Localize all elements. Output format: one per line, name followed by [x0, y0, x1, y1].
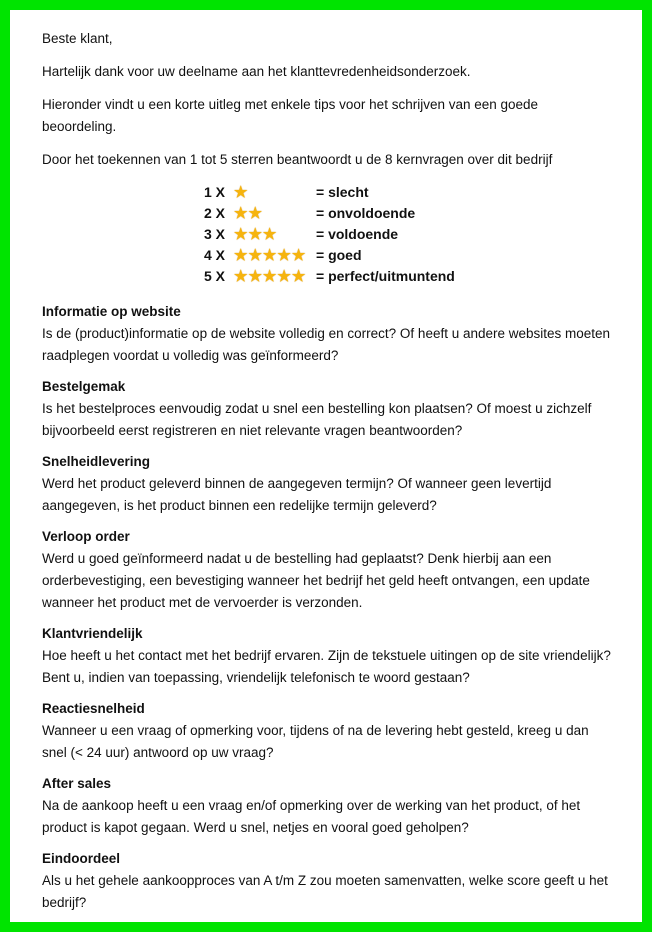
- star-count-label: 2 X: [204, 205, 226, 221]
- star-icon: ★: [277, 247, 291, 264]
- question-section: [42, 698, 616, 764]
- star-count-label: 5 X: [204, 268, 226, 284]
- intro-paragraph-thanks: Hartelijk dank voor uw deelname aan het klanttevredenheidsonderzoek.: [42, 64, 471, 79]
- rating-legend-row: [204, 266, 616, 287]
- star-count-label: 4 X: [204, 247, 226, 263]
- section-heading: After sales: [42, 776, 112, 791]
- star-icon: ★: [277, 268, 291, 285]
- rating-legend-row: [204, 182, 616, 203]
- rating-meaning-label: = onvoldoende: [316, 205, 416, 221]
- section-heading: Snelheidlevering: [42, 454, 151, 469]
- intro-paragraph-instruction: Door het toekennen van 1 tot 5 sterren beantwoordt u de 8 kernvragen over dit bedrijf: [42, 152, 553, 167]
- rating-legend-row: [204, 245, 616, 266]
- section-body: Werd u goed geïnformeerd nadat u de bestelling had geplaatst? Denk hierbij aan een orderbevestiging, een bevestiging wanneer het bedrijf het geld heeft ontvangen, een update wanneer het product met de vervoerder is verzonden.: [42, 551, 590, 610]
- star-icon: ★: [248, 205, 262, 222]
- star-icon: ★: [234, 226, 248, 243]
- star-icons: [234, 269, 316, 284]
- star-icon: ★: [248, 226, 262, 243]
- question-section: [42, 526, 616, 614]
- section-body: Werd het product geleverd binnen de aangegeven termijn? Of wanneer geen levertijd aangegeven, is het product binnen een redelijke termijn geleverd?: [42, 476, 552, 513]
- section-body: Wanneer u een vraag of opmerking voor, tijdens of na de levering hebt gesteld, kreeg u dan snel (< 24 uur) antwoord op uw vraag?: [42, 723, 589, 760]
- question-section: [42, 623, 616, 689]
- rating-legend: [204, 182, 616, 287]
- rating-meaning-label: = goed: [316, 247, 362, 263]
- star-icon: ★: [291, 247, 306, 264]
- star-icon: ★: [291, 268, 306, 285]
- section-heading: Informatie op website: [42, 304, 181, 319]
- star-icon: ★: [234, 184, 248, 201]
- star-icon: ★: [248, 268, 262, 285]
- rating-legend-row: [204, 203, 616, 224]
- star-count-label: 1 X: [204, 184, 226, 200]
- star-icons: [234, 248, 316, 263]
- star-icon: ★: [234, 205, 248, 222]
- star-icon: ★: [234, 247, 248, 264]
- question-section: [42, 301, 616, 367]
- rating-legend-row: [204, 224, 616, 245]
- section-body: Is de (product)informatie op de website volledig en correct? Of heeft u andere websites moeten raadplegen voordat u volledig was geïnformeerd?: [42, 326, 611, 363]
- star-icons: [234, 206, 316, 221]
- section-body: Na de aankoop heeft u een vraag en/of opmerking over de werking van het product, of het product is kapot gegaan. Werd u snel, netjes en vooral goed geholpen?: [42, 798, 581, 835]
- section-heading: Eindoordeel: [42, 851, 121, 866]
- question-section: [42, 451, 616, 517]
- section-body: Hoe heeft u het contact met het bedrijf ervaren. Zijn de tekstuele uitingen op de site vriendelijk? Bent u, indien van toepassing, vriendelijk telefonisch te woord gestaan?: [42, 648, 611, 685]
- question-sections: [42, 301, 616, 914]
- question-section: [42, 773, 616, 839]
- star-icons: [234, 227, 316, 242]
- star-icon: ★: [262, 247, 277, 264]
- rating-meaning-label: = voldoende: [316, 226, 399, 242]
- rating-meaning-label: = slecht: [316, 184, 369, 200]
- question-section: [42, 848, 616, 914]
- greeting: Beste klant,: [42, 31, 113, 46]
- section-heading: Klantvriendelijk: [42, 626, 143, 641]
- section-heading: Bestelgemak: [42, 379, 126, 394]
- star-icon: ★: [262, 268, 277, 285]
- section-body: Is het bestelproces eenvoudig zodat u snel een bestelling kon plaatsen? Of moest u zichzelf bijvoorbeeld eerst registreren en niet relevante vragen beantwoorden?: [42, 401, 592, 438]
- rating-meaning-label: = perfect/uitmuntend: [316, 268, 455, 284]
- star-icon: ★: [248, 247, 262, 264]
- section-heading: Verloop order: [42, 529, 130, 544]
- section-heading: Reactiesnelheid: [42, 701, 145, 716]
- star-count-label: 3 X: [204, 226, 226, 242]
- star-icon: ★: [234, 268, 248, 285]
- star-icons: [234, 185, 316, 200]
- question-section: [42, 376, 616, 442]
- intro-paragraph-explanation: Hieronder vindt u een korte uitleg met enkele tips voor het schrijven van een goede beoordeling.: [42, 97, 539, 134]
- section-body: Als u het gehele aankoopproces van A t/m Z zou moeten samenvatten, welke score geeft u het bedrijf?: [42, 873, 608, 910]
- star-icon: ★: [262, 226, 277, 243]
